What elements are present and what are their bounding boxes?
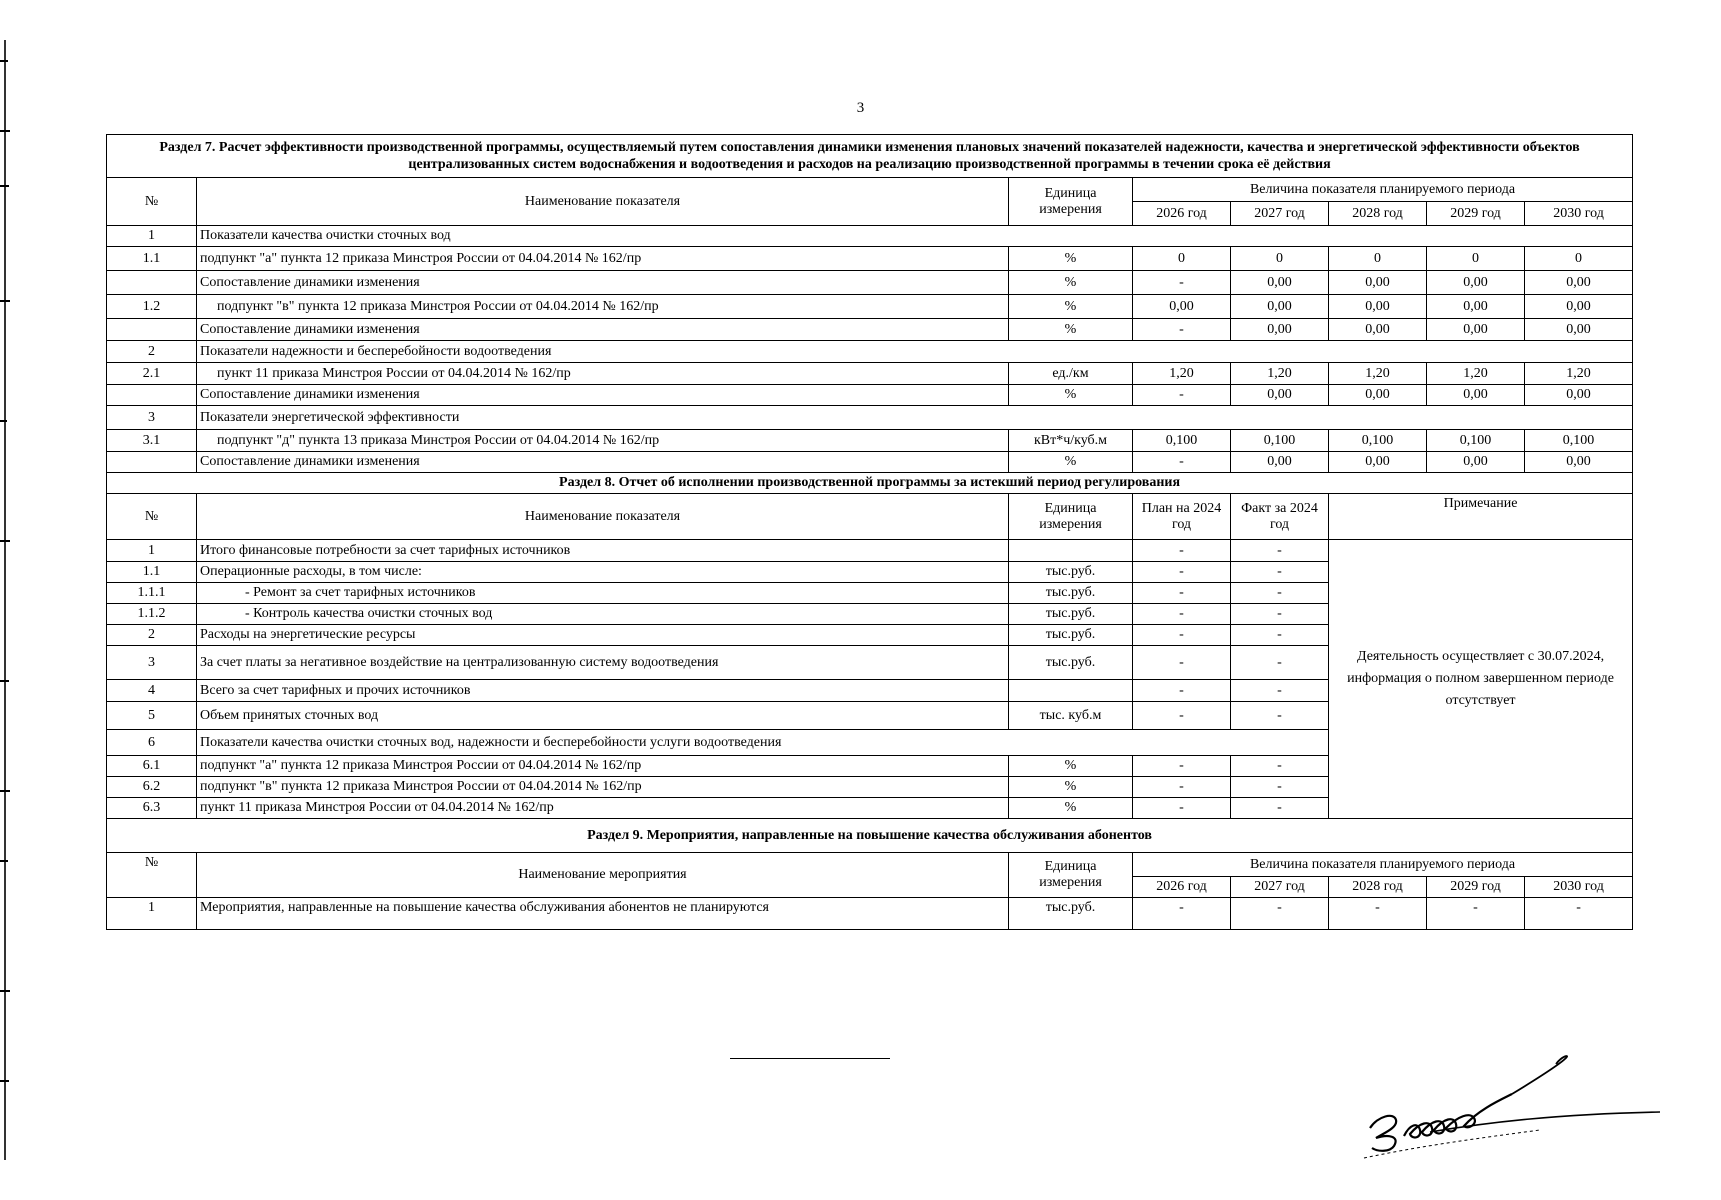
row-fact: - (1231, 540, 1329, 562)
main-table (106, 134, 1633, 930)
row-no: 5 (107, 702, 197, 730)
row-fact: - (1231, 646, 1329, 680)
group-title: Показатели энергетической эффективности (197, 406, 1633, 430)
signature (1360, 1050, 1680, 1160)
row-name: - Ремонт за счет тарифных источников (197, 583, 1009, 604)
row-fact: - (1231, 625, 1329, 646)
scan-edge (0, 0, 10, 1200)
row-value: 0 (1329, 247, 1427, 271)
row-value: 0,00 (1329, 271, 1427, 295)
row-value: 1,20 (1329, 363, 1427, 385)
row-value: 1,20 (1133, 363, 1231, 385)
s7-header-period: Величина показателя планируемого периода (1133, 178, 1633, 202)
row-value: 0 (1525, 247, 1633, 271)
row-unit: % (1009, 247, 1133, 271)
row-value: - (1427, 898, 1525, 930)
s9-header-no: № (107, 853, 197, 898)
row-no: 3 (107, 646, 197, 680)
row-name: Объем принятых сточных вод (197, 702, 1009, 730)
row-value: 0,00 (1231, 271, 1329, 295)
row-name: Сопоставление динамики изменения (197, 319, 1009, 341)
section8-title: Раздел 8. Отчет об исполнении производственной программы за истекший период регулирования (107, 473, 1633, 494)
table-row (107, 341, 1633, 363)
row-value: 1,20 (1525, 363, 1633, 385)
table-row (107, 430, 1633, 452)
row-name: Всего за счет тарифных и прочих источников (197, 680, 1009, 702)
s9-header-period: Величина показателя планируемого периода (1133, 853, 1633, 877)
row-value: 0,00 (1525, 319, 1633, 341)
s8-header-name: Наименование показателя (197, 494, 1009, 540)
row-name: подпункт "д" пункта 13 приказа Минстроя России от 04.04.2014 № 162/пр (197, 430, 1009, 452)
row-no: 1 (107, 898, 197, 930)
row-value: 0,00 (1525, 385, 1633, 406)
row-value: 1,20 (1231, 363, 1329, 385)
row-value: - (1133, 898, 1231, 930)
row-value: 0,00 (1427, 452, 1525, 473)
row-no: 4 (107, 680, 197, 702)
s7-header-name: Наименование показателя (197, 178, 1009, 226)
row-name: Сопоставление динамики изменения (197, 452, 1009, 473)
row-value: 0,100 (1427, 430, 1525, 452)
row-value: - (1133, 385, 1231, 406)
row-fact: - (1231, 604, 1329, 625)
row-no: 6.1 (107, 756, 197, 777)
row-no: 2 (107, 625, 197, 646)
row-value: 0 (1133, 247, 1231, 271)
row-plan: - (1133, 680, 1231, 702)
s8-header-fact: Факт за 2024 год (1231, 494, 1329, 540)
s8-note: Деятельность осуществляет с 30.07.2024, информация о полном завершенном периоде отсутствует (1329, 540, 1633, 819)
row-unit: % (1009, 385, 1133, 406)
table-row (107, 898, 1633, 930)
row-no: 1 (107, 226, 197, 247)
row-unit: % (1009, 798, 1133, 819)
row-unit: тыс.руб. (1009, 604, 1133, 625)
row-plan: - (1133, 646, 1231, 680)
group-title: Показатели надежности и бесперебойности водоотведения (197, 341, 1633, 363)
s8-header-no: № (107, 494, 197, 540)
s7-year: 2029 год (1427, 202, 1525, 226)
row-value: - (1133, 319, 1231, 341)
row-unit: тыс.руб. (1009, 625, 1133, 646)
row-no: 2.1 (107, 363, 197, 385)
row-value: 0,00 (1525, 271, 1633, 295)
row-plan: - (1133, 756, 1231, 777)
row-value: - (1133, 271, 1231, 295)
row-value: 0,00 (1133, 295, 1231, 319)
document-body (106, 134, 1632, 930)
row-unit: кВт*ч/куб.м (1009, 430, 1133, 452)
row-unit: % (1009, 452, 1133, 473)
row-plan: - (1133, 777, 1231, 798)
row-plan: - (1133, 540, 1231, 562)
row-value: - (1133, 452, 1231, 473)
row-fact: - (1231, 680, 1329, 702)
row-value: 0,00 (1231, 319, 1329, 341)
row-name: - Контроль качества очистки сточных вод (197, 604, 1009, 625)
row-name: подпункт "а" пункта 12 приказа Минстроя России от 04.04.2014 № 162/пр (197, 756, 1009, 777)
row-value: 0,00 (1427, 271, 1525, 295)
row-no: 6 (107, 730, 197, 756)
s8-header-plan: План на 2024 год (1133, 494, 1231, 540)
row-name: Сопоставление динамики изменения (197, 385, 1009, 406)
row-plan: - (1133, 562, 1231, 583)
row-value: - (1525, 898, 1633, 930)
row-value: 0,100 (1525, 430, 1633, 452)
row-value: 1,20 (1427, 363, 1525, 385)
row-value: - (1231, 898, 1329, 930)
s9-year: 2027 год (1231, 877, 1329, 898)
s7-year: 2026 год (1133, 202, 1231, 226)
row-name: подпункт "в" пункта 12 приказа Минстроя России от 04.04.2014 № 162/пр (197, 777, 1009, 798)
row-name: подпункт "а" пункта 12 приказа Минстроя России от 04.04.2014 № 162/пр (197, 247, 1009, 271)
row-no: 6.2 (107, 777, 197, 798)
row-value: 0 (1231, 247, 1329, 271)
row-value: 0,00 (1231, 452, 1329, 473)
row-name: Итого финансовые потребности за счет тарифных источников (197, 540, 1009, 562)
row-value: 0,00 (1231, 295, 1329, 319)
table-row (107, 319, 1633, 341)
row-fact: - (1231, 583, 1329, 604)
row-value: 0,100 (1231, 430, 1329, 452)
row-unit: % (1009, 777, 1133, 798)
row-fact: - (1231, 702, 1329, 730)
row-fact: - (1231, 756, 1329, 777)
group-title: Показатели качества очистки сточных вод, надежности и бесперебойности услуги водоотведения (197, 730, 1329, 756)
row-fact: - (1231, 562, 1329, 583)
section9-title: Раздел 9. Мероприятия, направленные на повышение качества обслуживания абонентов (107, 819, 1633, 853)
row-fact: - (1231, 798, 1329, 819)
s9-year: 2030 год (1525, 877, 1633, 898)
table-row (107, 226, 1633, 247)
row-unit: тыс.руб. (1009, 562, 1133, 583)
row-no: 1.1 (107, 562, 197, 583)
row-no: 3.1 (107, 430, 197, 452)
s9-year: 2026 год (1133, 877, 1231, 898)
s7-header-no: № (107, 178, 197, 226)
section7-title: Раздел 7. Расчет эффективности производственной программы, осуществляемый путем сопоставления динамики изменения плановых значений показателей надежности, качества и энергетической эффективности объектов централизованных систем водоснабжения и водоотведения и расходов на реализацию производственной программы в течении срока её действия (107, 135, 1633, 178)
row-name: Мероприятия, направленные на повышение качества обслуживания абонентов не планируются (197, 898, 1009, 930)
s7-year: 2028 год (1329, 202, 1427, 226)
row-unit: тыс. куб.м (1009, 702, 1133, 730)
table-row (107, 540, 1633, 562)
table-row (107, 271, 1633, 295)
row-value: 0,00 (1329, 319, 1427, 341)
s8-header-unit: Единица измерения (1009, 494, 1133, 540)
row-unit (1009, 680, 1133, 702)
row-value: 0 (1427, 247, 1525, 271)
row-unit: % (1009, 271, 1133, 295)
s7-header-unit: Единица измерения (1009, 178, 1133, 226)
row-no: 1.2 (107, 295, 197, 319)
row-unit: % (1009, 295, 1133, 319)
row-value: 0,00 (1329, 295, 1427, 319)
row-plan: - (1133, 625, 1231, 646)
row-plan: - (1133, 798, 1231, 819)
row-name: Расходы на энергетические ресурсы (197, 625, 1009, 646)
row-name: пункт 11 приказа Минстроя России от 04.04.2014 № 162/пр (197, 363, 1009, 385)
row-plan: - (1133, 583, 1231, 604)
row-unit: % (1009, 319, 1133, 341)
row-value: 0,00 (1427, 319, 1525, 341)
table-row (107, 406, 1633, 430)
table-row (107, 452, 1633, 473)
row-value: 0,100 (1133, 430, 1231, 452)
page-number: 3 (856, 100, 865, 116)
row-no: 1.1 (107, 247, 197, 271)
row-no: 1 (107, 540, 197, 562)
s9-year: 2028 год (1329, 877, 1427, 898)
row-fact: - (1231, 777, 1329, 798)
row-value: - (1329, 898, 1427, 930)
row-unit: ед./км (1009, 363, 1133, 385)
table-row (107, 295, 1633, 319)
row-name: Сопоставление динамики изменения (197, 271, 1009, 295)
row-no: 1.1.1 (107, 583, 197, 604)
row-name: За счет платы за негативное воздействие на централизованную систему водоотведения (197, 646, 1009, 680)
group-title: Показатели качества очистки сточных вод (197, 226, 1633, 247)
row-value: 0,00 (1231, 385, 1329, 406)
row-value: 0,00 (1525, 452, 1633, 473)
table-row (107, 385, 1633, 406)
row-plan: - (1133, 702, 1231, 730)
row-plan: - (1133, 604, 1231, 625)
s7-year: 2027 год (1231, 202, 1329, 226)
row-value: 0,100 (1329, 430, 1427, 452)
row-name: подпункт "в" пункта 12 приказа Минстроя России от 04.04.2014 № 162/пр (197, 295, 1009, 319)
row-unit (1009, 540, 1133, 562)
row-no: 3 (107, 406, 197, 430)
s7-year: 2030 год (1525, 202, 1633, 226)
row-name: Операционные расходы, в том числе: (197, 562, 1009, 583)
row-no: 2 (107, 341, 197, 363)
row-name: пункт 11 приказа Минстроя России от 04.04.2014 № 162/пр (197, 798, 1009, 819)
divider-line (730, 1058, 890, 1059)
s8-header-note: Примечание (1329, 494, 1633, 540)
row-unit: тыс.руб. (1009, 583, 1133, 604)
row-no: 1.1.2 (107, 604, 197, 625)
row-value: 0,00 (1329, 452, 1427, 473)
table-row (107, 247, 1633, 271)
s9-header-name: Наименование мероприятия (197, 853, 1009, 898)
row-value: 0,00 (1427, 385, 1525, 406)
row-value: 0,00 (1427, 295, 1525, 319)
row-no: 6.3 (107, 798, 197, 819)
row-unit: % (1009, 756, 1133, 777)
s9-year: 2029 год (1427, 877, 1525, 898)
row-unit: тыс.руб. (1009, 646, 1133, 680)
row-value: 0,00 (1329, 385, 1427, 406)
row-value: 0,00 (1525, 295, 1633, 319)
row-unit: тыс.руб. (1009, 898, 1133, 930)
table-row (107, 363, 1633, 385)
s9-header-unit: Единица измерения (1009, 853, 1133, 898)
